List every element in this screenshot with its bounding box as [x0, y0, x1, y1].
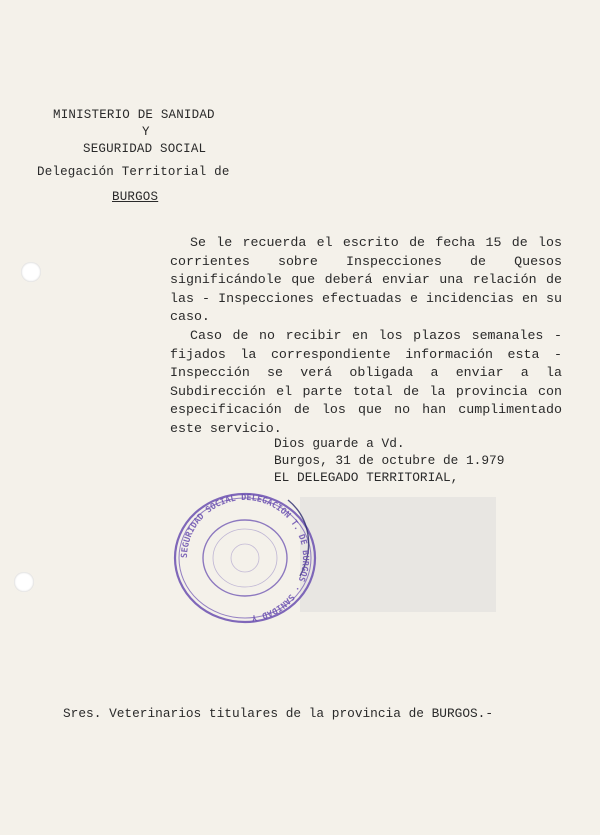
closing-signatory: EL DELEGADO TERRITORIAL,: [274, 470, 459, 485]
recipient-line: Sres. Veterinarios titulares de la provincia de BURGOS.-: [63, 706, 494, 721]
body-paragraph-2: Caso de no recibir en los plazos semanales - fijados la correspondiente información esta - Inspección se verá obligada a enviar a la Subdirección el parte total de la provincia con especificación de los que no han cumplimentado este servicio.: [170, 327, 562, 436]
header-ministry: MINISTERIO DE SANIDAD: [53, 108, 215, 122]
closing-greeting: Dios guarde a Vd.: [274, 436, 405, 451]
body-paragraph-1: Se le recuerda el escrito de fecha 15 de los corrientes sobre Inspecciones de Quesos significándole que deberá enviar una relación de las - Inspecciones efectuadas e incidencias en su caso.: [170, 235, 562, 325]
stamp-text: SEGURIDAD SOCIAL DELEGACION T. DE BURGOS · SANIDAD Y: [179, 492, 311, 623]
official-stamp: [170, 488, 320, 628]
header-delegation: Delegación Territorial de: [37, 165, 230, 179]
letter-body: [170, 234, 562, 439]
closing-place-date: Burgos, 31 de octubre de 1.979: [274, 453, 505, 468]
header-social-security: SEGURIDAD SOCIAL: [83, 142, 207, 156]
header-conjunction: Y: [142, 125, 150, 139]
redacted-signature: [300, 497, 496, 612]
punch-hole-top: [21, 262, 41, 282]
punch-hole-bottom: [14, 572, 34, 592]
header-city: BURGOS: [112, 190, 159, 204]
